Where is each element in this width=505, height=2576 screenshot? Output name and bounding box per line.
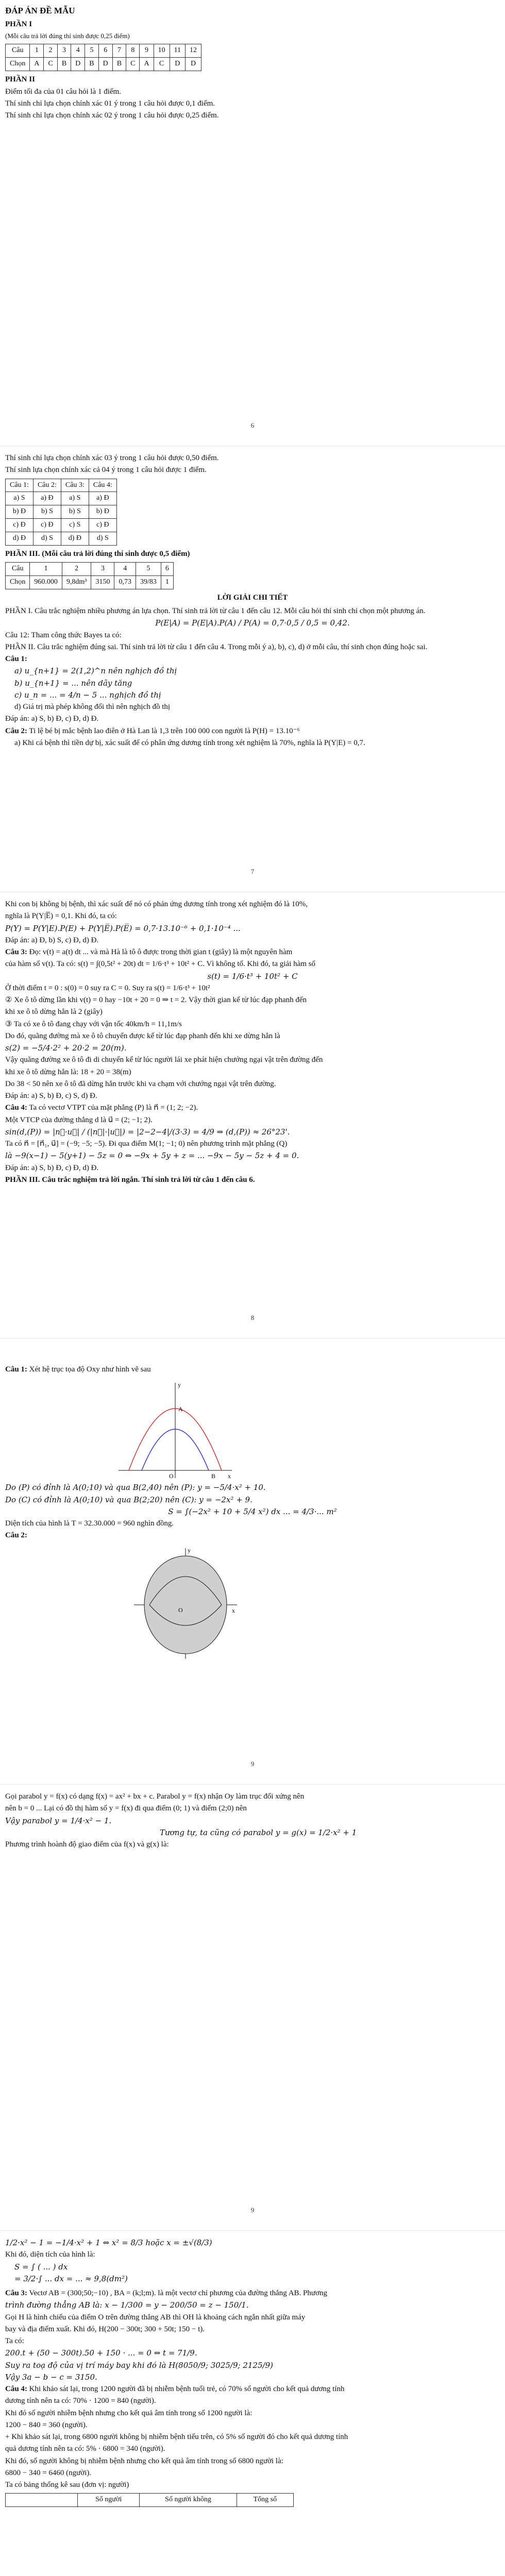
part2-note-2: Thí sinh chỉ lựa chọn chính xác 01 ý trong 1 câu hỏi được 0,1 điểm.: [5, 99, 215, 108]
part1-row-label-question: Câu: [6, 44, 30, 57]
cell: b) Đ: [89, 505, 116, 519]
q-cell: 9: [140, 44, 154, 57]
c4-text: Khi đó, số người không bị nhiễm bệnh nhưng cho kết quả âm tính trong số 6800 người là:: [5, 2456, 283, 2465]
a-cell: B: [85, 57, 98, 71]
c3-text: Vectơ AB = (300;50;−10) , BA = (k;l;m). là một vectơ chỉ phương của đường thẳng AB. Phương: [29, 2289, 327, 2297]
c4-text: Ta có vectơ VTPT của mặt phẳng (P) là n⃗ = (1; 2; −2).: [29, 1104, 198, 1112]
bullet-formula: P(Y) = P(Y|E).P(E) + P(Y|E̅).P(E̅) = 0,7·13.10⁻⁶ + 0,1·10⁻⁴ ...: [5, 923, 241, 933]
c4-text: quả dương tính nên ta có: 5% · 6800 = 340 (người).: [5, 2445, 165, 2453]
part1-heading: PHẦN I: [5, 20, 32, 28]
c3-text: Do 38 < 50 nên xe ô tô đã dừng hẳn trước khi va chạm với chướng ngại vật trên đường.: [5, 1079, 276, 1088]
c4-formula: sin(d,(P)) = |n⃗·u⃗| / (|n⃗|·|u⃗|) = |2−2−4|/(3·3) = 4/9 ⇒ (d,(P)) ≈ 26°23'.: [5, 1127, 290, 1137]
c4-text: Khi khảo sát lại, trong 1200 người đã bị nhiễm bệnh tuổi trẻ, có 70% số người cho kết quả dương tính: [29, 2385, 345, 2393]
c1-a: a) u_{n+1} = 2(1,2)^n nên nghịch đồ thị: [14, 666, 177, 676]
c2-text: Phương trình hoành độ giao điểm của f(x) và g(x) là:: [5, 1840, 169, 1849]
part2-intro: PHẦN II. Câu trắc nghiệm đúng sai. Thí sinh trả lời từ câu 1 đến câu 4. Trong mỗi ý a), b), c), d) ở mỗi câu, thí sinh chọn đúng hoặc sai.: [5, 642, 428, 651]
cell: 9,8dm³: [62, 576, 91, 589]
cell: 1: [30, 563, 62, 576]
c3-text: Ta có:: [5, 2337, 24, 2345]
cell: a) S: [61, 492, 89, 505]
part3-intro: PHẦN III. Câu trắc nghiệm trả lời ngắn. Thí sinh trả lời từ câu 1 đến câu 6.: [5, 1175, 255, 1184]
q-label: Câu 1:: [5, 1365, 27, 1374]
part1-answer-table: [5, 44, 201, 71]
q-cell: 10: [154, 44, 170, 57]
c4-text: + Khi khảo sát lại, trong 6800 người không bị nhiễm bệnh tiểu trên, có 5% số người đó cho kết quả dương tính: [5, 2433, 348, 2441]
solution-title: LỜI GIẢI CHI TIẾT: [217, 593, 288, 602]
c2-text: Vậy parabol y = 1/4·x² − 1.: [5, 1816, 112, 1825]
c3-text: ③ Ta có xe ô tô đang chạy với vận tốc 40km/h = 11,1m/s: [5, 1020, 182, 1028]
part2-note-4: Thí sinh chỉ lựa chọn chính xác 03 ý trong 1 câu hỏi được 0,50 điểm.: [5, 454, 219, 462]
cell: d) Đ: [6, 532, 33, 546]
cell: 3: [91, 563, 114, 576]
q-cell: 4: [71, 44, 85, 57]
ellipse-graph: [129, 1543, 242, 1662]
c4-formula: là −9(x−1) − 5(y+1) − 5z = 0 ⇔ −9x + 5y + z = ... −9x − 5y − 5z + 4 = 0.: [5, 1151, 299, 1161]
c2-text: Tương tự, ta cũng có parabol y = g(x) = 1/2·x² + 1: [160, 1827, 357, 1837]
c4-text: Khi đó số người nhiễm bệnh nhưng cho kết quả âm tính trong số 1200 người là:: [5, 2409, 252, 2417]
c4-stat-table-head: [5, 2493, 294, 2507]
page-number: 9: [250, 2206, 255, 2214]
c1-answer: Đáp án: a) S, b) Đ, c) Đ, d) Đ.: [5, 715, 99, 723]
c3-formula: 200.t + (50 − 300t).50 + 150 · ... = 0 ⇔ t = 71/9.: [5, 2348, 197, 2358]
c3-text: Do đó, quãng đường mà xe ô tô chuyển được kể từ lúc đạp phanh đến khi xe dừng hẳn là: [5, 1031, 280, 1040]
a-cell: D: [170, 57, 185, 71]
cell: 2: [62, 563, 91, 576]
cell: b) S: [33, 505, 61, 519]
cell: a) Đ: [89, 492, 116, 505]
cell: a) S: [6, 492, 33, 505]
a-cell: C: [126, 57, 140, 71]
point-a-label: A: [178, 1405, 183, 1413]
cell: d) Đ: [61, 532, 89, 546]
c4-text: 6800 − 340 = 6460 (người).: [5, 2468, 92, 2477]
q-cell: 6: [98, 44, 112, 57]
axis-label-y: y: [188, 1546, 191, 1554]
q-cell: 7: [112, 44, 126, 57]
c3-text: ② Xe ô tô dừng lần khi v(t) = 0 hay −10t + 20 = 0 ⇒ t = 2. Vậy thời gian kể từ lúc đạp phanh đến: [5, 996, 307, 1004]
part2-note-3: Thí sinh chỉ lựa chọn chính xác 02 ý trong 1 câu hỏi được 0,25 điểm.: [5, 111, 219, 120]
q-label: Câu 4:: [5, 1104, 27, 1112]
part2-heading: PHẦN II: [5, 75, 35, 83]
a-cell: C: [154, 57, 170, 71]
cell: b) S: [61, 505, 89, 519]
c3-answer: Đáp án: a) S, b) Đ, c) S, d) Đ.: [5, 1092, 97, 1100]
col-header: Số người không: [140, 2494, 237, 2507]
q-label: Câu 1:: [5, 655, 27, 664]
cell: 4: [114, 563, 136, 576]
c3-text: Ðọ: v(t) = a(t) dt ... và mà Hà là tô ô được trong thời gian t (giây) là một nguyên hàm: [29, 948, 293, 956]
cell: c) Đ: [6, 519, 33, 532]
c4-answer: Đáp án: a) S, b) Đ, c) Đ, d) Đ.: [5, 1163, 99, 1172]
page-4: [0, 1338, 505, 1785]
col-header: Câu 1:: [6, 479, 33, 492]
cell: 1: [161, 576, 173, 589]
point-b-label: B: [211, 1472, 216, 1480]
cell: d) S: [89, 532, 116, 546]
a-cell: B: [112, 57, 126, 71]
cell: 6: [161, 563, 173, 576]
c1-b: b) u_{n+1} = ... nên dãy tăng: [14, 678, 132, 688]
c2-text: Gọi parabol y = f(x) có dạng f(x) = ax² + bx + c. Parabol y = f(x) nhận Oy làm trục đối xứng nên: [5, 1792, 305, 1801]
page-3: [0, 892, 505, 1338]
row-label: Chọn: [6, 576, 30, 589]
a-cell: D: [71, 57, 85, 71]
q-label: Câu 2:: [5, 1531, 27, 1540]
col-header: Câu 3:: [61, 479, 89, 492]
page-1: [0, 0, 505, 446]
page-number: 8: [250, 1314, 255, 1322]
axis-label-x: x: [228, 1472, 231, 1480]
page-number: 9: [250, 1760, 255, 1768]
a-cell: A: [140, 57, 154, 71]
c2-formula: = 3/2·∫ ... dx = ... ≈ 9,8(dm²): [14, 2274, 128, 2283]
cell: b) Đ: [6, 505, 33, 519]
c4-text: Ta có n⃗ = [n⃗₁, u⃗] = (−9; −5; −5). Đi qua điểm M(1; −1; 0) nên phương trình mặt phẳng (Q): [5, 1140, 288, 1148]
c1-formula: Do (C) có đỉnh là A(0;10) và qua B(2;20) nên (C): y = −2x² + 9.: [5, 1495, 252, 1504]
part2-answer-table: [5, 479, 117, 546]
c1-text: Xét hệ trục tọa độ Oxy như hình vẽ sau: [29, 1365, 151, 1374]
page-6: [0, 2231, 505, 2576]
page-number: 6: [250, 421, 255, 430]
c3-text: khi xe ô tô dừng hẳn là 2 (giây): [5, 1008, 103, 1016]
c2-text: Khi đó, diện tích của hình là:: [5, 2250, 95, 2259]
col-header: Số người: [78, 2494, 140, 2507]
part1-note: (Mỗi câu trả lời đúng thí sinh được 0,25 điểm): [5, 32, 130, 40]
col-header: Câu 2:: [33, 479, 61, 492]
bullet-text: Khi con bị không bị bệnh, thì xác suất để nó có phản ứng dương tính trong xét nghiệm đó là 10%,: [5, 900, 308, 908]
cell: d) S: [33, 532, 61, 546]
q12-text: Câu 12: Tham công thức Bayes ta có:: [5, 631, 122, 639]
c4-text: Một VTCP của đường thẳng d là u⃗ = (2; −1; 2).: [5, 1115, 153, 1124]
a-cell: C: [44, 57, 57, 71]
bullet-text: nghĩa là P(Y|E̅) = 0,1. Khi đó, ta có:: [5, 912, 117, 921]
q-label: Câu 4:: [5, 2385, 27, 2393]
part2-note-1: Điểm tối đa của 01 câu hỏi là 1 điểm.: [5, 87, 121, 96]
c1-formula: S = ∫(−2x² + 10 + 5/4 x²) dx ... = 4/3·... m²: [168, 1506, 337, 1516]
c3-text: khi xe ô tô dừng hẳn là: 18 + 20 = 38(m): [5, 1067, 131, 1076]
formula-bayes: P(E|A) = P(E|A).P(A) / P(A) = 0,7·0,5 / 0,5 = 0,42.: [155, 618, 350, 628]
c3-text: bay và địa điểm xuất. Khi đó, H(200 − 300t; 300 + 50t; 150 − t).: [5, 2325, 205, 2333]
c3-text: của hàm số v(t). Ta có: s(t) = ∫(0,5t² + 20t) dt = 1/6·t³ + 10t² + C. Vì không tố. Khi đó, ta giải hàm số: [5, 960, 315, 969]
c3-text: Suy ra toạ độ của vị trí máy bay khi đó là H(8050/9; 3025/9; 2125/9): [5, 2360, 273, 2370]
c2-text: Ti lệ bé bị mắc bệnh lao điên ở Hà Lan là 1,3 trên 100 000 con người là P(H) = 13.10⁻⁶: [29, 726, 300, 735]
a-cell: D: [186, 57, 201, 71]
c4-text: dương tính nên ta có: 70% · 1200 = 840 (người).: [5, 2397, 156, 2405]
a-cell: A: [30, 57, 44, 71]
a-cell: B: [57, 57, 71, 71]
c1-d: d) Giá trị mà phép không đổi thì nên nghịch đồ thị: [14, 703, 171, 711]
c4-text: Ta có bảng thống kê sau (đơn vị: người): [5, 2481, 129, 2489]
col-header: Câu 4:: [89, 479, 116, 492]
c2-answer: Đáp án: a) Đ, b) S, c) Đ, d) Đ.: [5, 936, 99, 944]
c1-formula: Do (P) có đỉnh là A(0;10) và qua B(2,40) nên (P): y = −5/4·x² + 10.: [5, 1483, 266, 1493]
c3-text: Vậy quãng đường xe ô tô đi di chuyển kể từ lúc người lái xe phát hiện chướng ngại vật trên đường đến: [5, 1056, 323, 1064]
c3-answer: Vậy 3a − b − c = 3150.: [5, 2372, 97, 2382]
cell: a) Đ: [33, 492, 61, 505]
cell: 3150: [91, 576, 114, 589]
origin-label: O: [178, 1606, 183, 1614]
c2-formula: S = ∫ ( ... ) dx: [14, 2262, 68, 2272]
q-cell: 2: [44, 44, 57, 57]
cell: c) S: [61, 519, 89, 532]
c2-text: nên b = 0 ... Lại có đồ thị hàm số y = f(x) đi qua điểm (0; 1) và điểm (2;0) nên: [5, 1804, 247, 1813]
cell: c) Đ: [89, 519, 116, 532]
row-label: Câu: [6, 563, 30, 576]
c4-text: 1200 − 840 = 360 (người).: [5, 2420, 88, 2429]
origin-label: O: [169, 1472, 174, 1480]
cell: 39/83: [136, 576, 161, 589]
page-number: 7: [250, 868, 255, 876]
col-header: Tổng số: [237, 2494, 293, 2507]
axis-label-y: y: [178, 1381, 181, 1389]
parabola-arch-graph: [108, 1378, 242, 1481]
c3-formula: s(2) = −5/4·2² + 20·2 = 20(m).: [5, 1043, 127, 1053]
part1-row-label-answer: Chọn: [6, 57, 30, 71]
cell: [6, 2494, 78, 2507]
cell: 0,73: [114, 576, 136, 589]
q-cell: 5: [85, 44, 98, 57]
part3-note: PHẦN III. (Mỗi câu trả lời đúng thí sinh được 0,5 điểm): [5, 549, 190, 558]
q-cell: 1: [30, 44, 44, 57]
c3-formula: s(t) = 1/6·t³ + 10t² + C: [207, 971, 298, 981]
c1-text: Diện tích của hình là T = 32.30.000 = 960 nghìn đồng.: [5, 1519, 174, 1528]
c2-formula: 1/2·x² − 1 = −1/4·x² + 1 ⇔ x² = 8/3 hoặc x = ±√(8/3): [5, 2238, 212, 2247]
c3-text: Ở thời điểm t = 0 : s(0) = 0 suy ra C = 0. Suy ra s(t) = 1/6·t³ + 10t²: [5, 984, 210, 992]
q-cell: 12: [186, 44, 201, 57]
cell: 5: [136, 563, 161, 576]
q-label: Câu 3:: [5, 2289, 27, 2297]
c3-text: Gọi H là hình chiếu của điểm O trên đường thẳng AB thì OH là khoảng cách ngắn nhất giữa máy: [5, 2313, 306, 2321]
q-cell: 3: [57, 44, 71, 57]
q-label: Câu 2:: [5, 726, 27, 735]
q-cell: 8: [126, 44, 140, 57]
page-2: [0, 446, 505, 892]
cell: c) Đ: [33, 519, 61, 532]
a-cell: D: [98, 57, 112, 71]
cell: 960.000: [30, 576, 62, 589]
c2-a: a) Khi cá bệnh thì tiền dự bị, xác suất để có phân ứng dương tính trong xét nghiệm là 70%, nghĩa là P(Y|E) = 0,7.: [14, 738, 365, 747]
page-5: [0, 1785, 505, 2231]
part1-intro: PHẦN I. Câu trắc nghiệm nhiều phương án lựa chọn. Thí sinh trả lời từ câu 1 đến câu 12. Mỗi câu hỏi thí sinh chỉ chọn một phương án.: [5, 607, 426, 616]
c1-c: c) u_n = ... = 4/n − 5 ... nghịch đồ thị: [14, 690, 161, 700]
q-cell: 11: [170, 44, 185, 57]
axis-label-x: x: [232, 1606, 235, 1614]
c3-text: trình đường thẳng AB là: x − 1/300 = y − 200/50 = z − 150/1.: [5, 2300, 249, 2310]
doc-title: ĐÁP ÁN ĐỀ MẪU: [5, 6, 75, 15]
part2-note-5: Thí sinh lựa chọn chính xác cả 04 ý trong 1 câu hỏi được 1 điểm.: [5, 466, 207, 474]
q-label: Câu 3:: [5, 948, 27, 956]
part3-answer-table: [5, 562, 174, 589]
